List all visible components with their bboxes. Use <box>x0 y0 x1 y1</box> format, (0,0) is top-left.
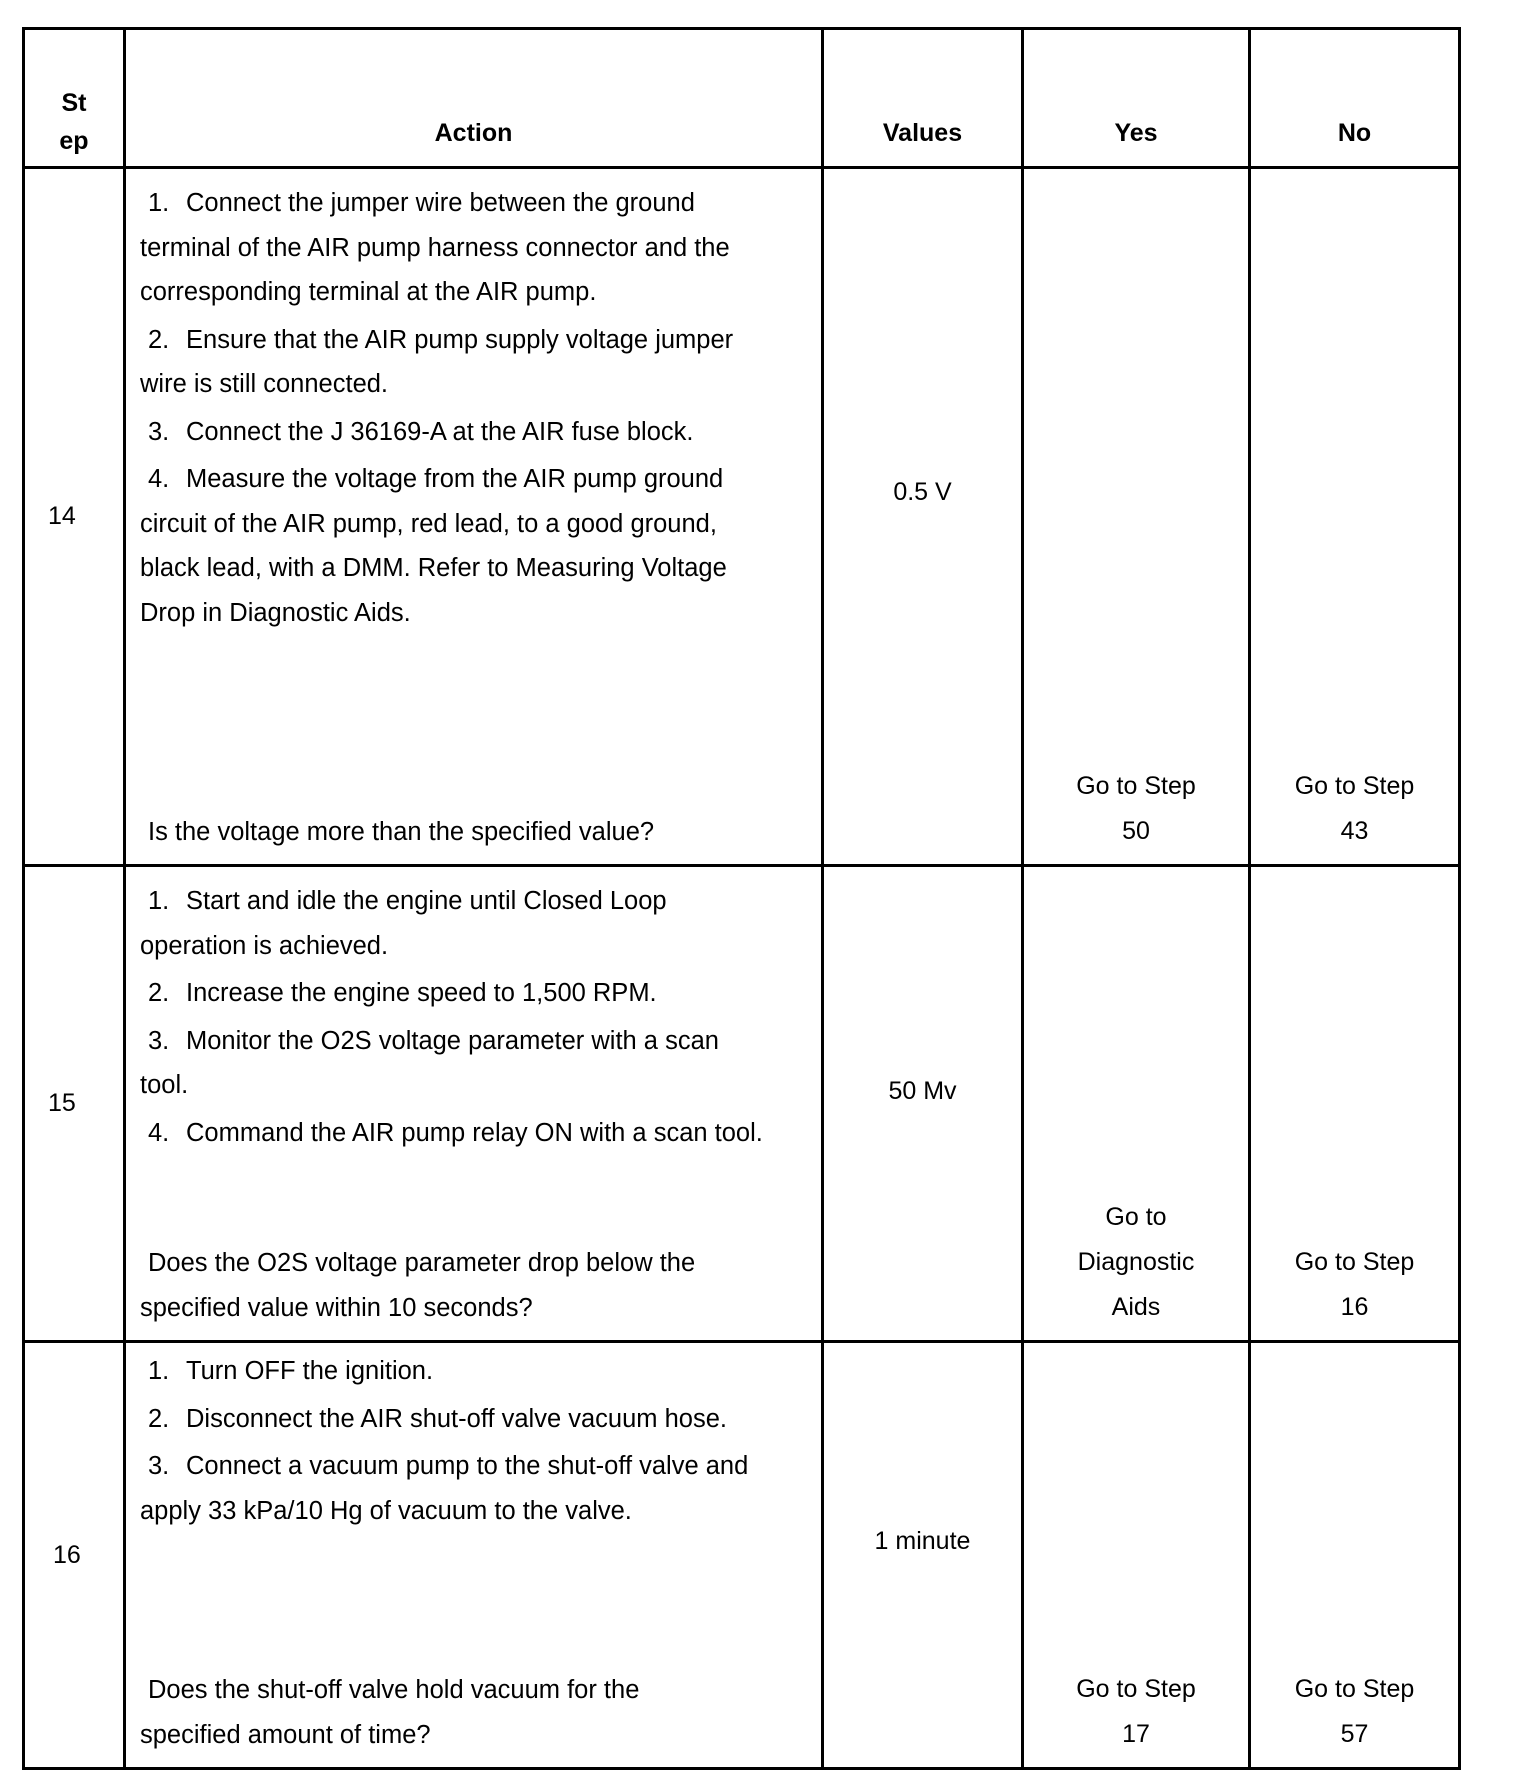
value-cell <box>824 1343 1021 1767</box>
action-step: 3. Connect the J 36169-A at the AIR fuse block. <box>148 417 694 446</box>
step-number: 15 <box>48 1089 76 1117</box>
header-action <box>126 30 821 166</box>
action-step: 1. Start and idle the engine until Closed Loop operation is achieved. <box>140 887 667 960</box>
yes-cell <box>1024 169 1248 864</box>
action-step: 4. Command the AIR pump relay ON with a scan tool. <box>148 1118 763 1147</box>
action-step: 3. Connect a vacuum pump to the shut-off valve and apply 33 kPa/10 Hg of vacuum to the valve. <box>140 1452 749 1525</box>
step-number: 14 <box>48 502 76 530</box>
diagnostic-table <box>22 27 1461 1770</box>
action-step: 2. Ensure that the AIR pump supply voltage jumper wire is still connected. <box>140 325 734 398</box>
no-result: Go to Step 16 <box>1294 1248 1415 1321</box>
header-yes-label: Yes <box>1114 119 1158 147</box>
yes-result: Go to Step 17 <box>1076 1675 1196 1748</box>
action-cell <box>126 867 821 1340</box>
action-question: Is the voltage more than the specified value? <box>148 817 655 846</box>
yes-result: Go to Diagnostic Aids <box>1077 1203 1195 1321</box>
header-values <box>824 30 1021 166</box>
action-cell <box>126 1343 821 1767</box>
header-no <box>1251 30 1458 166</box>
header-values-label: Values <box>882 119 963 147</box>
action-question: Does the shut-off valve hold vacuum for the specified amount of time? <box>140 1676 640 1749</box>
yes-cell <box>1024 867 1248 1340</box>
action-step: 3. Monitor the O2S voltage parameter with a scan tool. <box>140 1026 719 1099</box>
header-yes <box>1024 30 1248 166</box>
action-step: 2. Disconnect the AIR shut-off valve vacuum hose. <box>148 1404 727 1433</box>
specified-value: 1 minute <box>874 1526 971 1555</box>
value-cell <box>824 169 1021 864</box>
header-step-label: St ep <box>59 89 89 155</box>
table-row-step-cell <box>25 169 123 864</box>
action-step: 1. Connect the jumper wire between the ground terminal of the AIR pump harness connector and the corresponding terminal at the AIR pump. <box>140 189 730 306</box>
step-number: 16 <box>53 1540 81 1569</box>
value-cell <box>824 867 1021 1340</box>
header-no-label: No <box>1337 119 1372 147</box>
action-step: 2. Increase the engine speed to 1,500 RPM. <box>148 979 657 1007</box>
yes-result: Go to Step 50 <box>1076 772 1196 845</box>
no-cell <box>1251 867 1458 1340</box>
table-border-right <box>1458 27 1461 1770</box>
action-cell <box>126 169 821 864</box>
specified-value: 0.5 V <box>893 478 952 506</box>
header-action-label: Action <box>434 119 513 147</box>
specified-value: 50 Mv <box>888 1077 957 1105</box>
yes-cell <box>1024 1343 1248 1767</box>
table-border-bottom <box>22 1767 1461 1770</box>
table-row-step-cell <box>25 1343 123 1767</box>
action-step: 4. Measure the voltage from the AIR pump ground circuit of the AIR pump, red lead, to a good ground, black lead, with a DMM. Refer to Measuring Voltage Drop in Diagnostic Aids. <box>140 465 727 627</box>
no-cell <box>1251 169 1458 864</box>
no-result: Go to Step 57 <box>1294 1675 1415 1748</box>
header-step <box>25 30 123 166</box>
no-result: Go to Step 43 <box>1294 772 1415 845</box>
action-question: Does the O2S voltage parameter drop below the specified value within 10 seconds? <box>140 1249 696 1322</box>
table-row-step-cell <box>25 867 123 1340</box>
action-step: 1. Turn OFF the ignition. <box>148 1357 434 1385</box>
no-cell <box>1251 1343 1458 1767</box>
